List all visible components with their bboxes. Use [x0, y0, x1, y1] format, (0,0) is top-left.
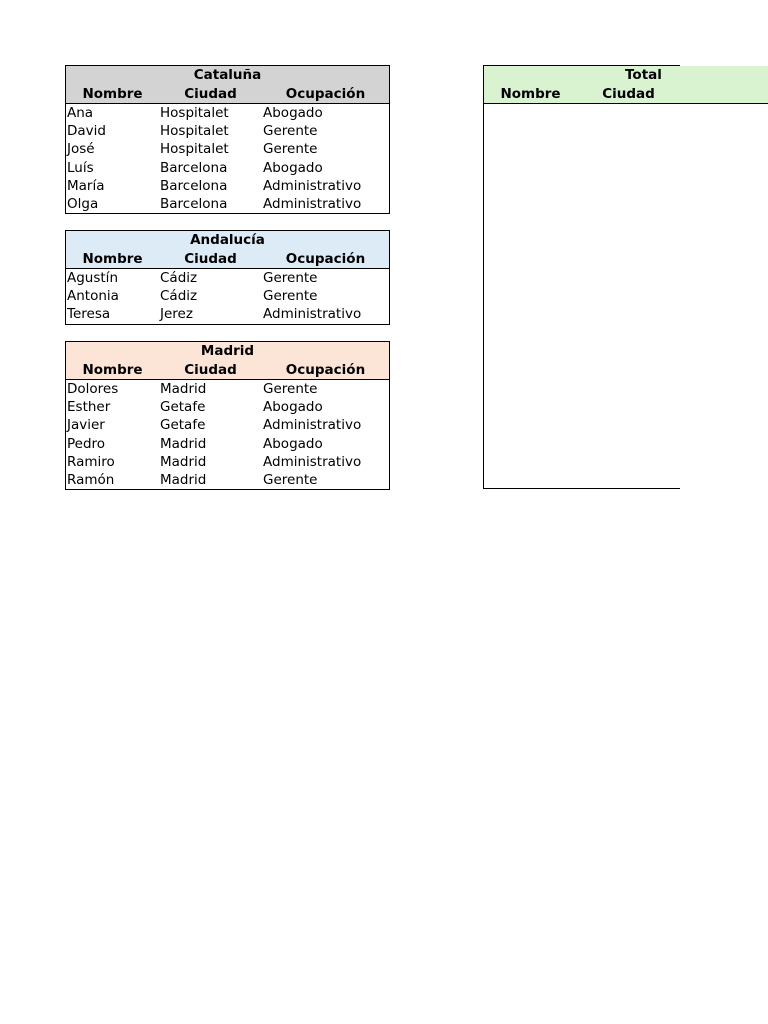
cell-ciudad[interactable]: Barcelona — [160, 195, 228, 212]
cell-nombre[interactable]: Antonia — [67, 288, 119, 305]
madrid-rows — [66, 380, 389, 489]
column-header-ciudad[interactable]: Ciudad — [184, 86, 237, 102]
table-row — [66, 140, 389, 158]
column-header-ciudad[interactable]: Ciudad — [184, 251, 237, 267]
cell-ocupacion[interactable]: Administrativo — [263, 417, 362, 434]
cell-ciudad[interactable]: Hospitalet — [160, 105, 229, 121]
cell-ciudad[interactable]: Hospitalet — [160, 123, 229, 140]
column-header-ocupacion[interactable]: Ocupación — [285, 251, 366, 267]
cell-ocupacion[interactable]: Abogado — [263, 399, 323, 416]
table-row — [66, 177, 389, 195]
cell-ocupacion[interactable]: Abogado — [263, 159, 323, 176]
cell-ciudad[interactable]: Madrid — [160, 435, 207, 452]
table-cataluna — [65, 65, 390, 214]
cell-ocupacion[interactable]: Gerente — [263, 381, 318, 397]
madrid-column-headers — [66, 361, 389, 379]
cell-nombre[interactable]: María — [67, 177, 105, 194]
andalucia-rows — [66, 269, 389, 324]
table-row — [66, 435, 389, 453]
cell-nombre[interactable]: Dolores — [67, 381, 119, 397]
cataluna-title[interactable]: Cataluña — [193, 67, 262, 83]
cell-ocupacion[interactable]: Abogado — [263, 105, 323, 121]
table-row — [66, 380, 389, 398]
cell-ciudad[interactable]: Getafe — [160, 417, 206, 434]
column-header-nombre[interactable]: Nombre — [82, 362, 143, 378]
table-row — [66, 305, 389, 323]
cataluna-rows — [66, 104, 389, 213]
cataluna-header — [66, 66, 389, 104]
cell-ciudad[interactable]: Madrid — [160, 381, 207, 397]
table-row — [66, 287, 389, 305]
table-total — [483, 65, 680, 489]
column-header-ocupacion[interactable]: Ocupación — [285, 86, 366, 102]
cell-nombre[interactable]: Esther — [67, 399, 111, 416]
total-header — [484, 66, 768, 104]
table-row — [66, 416, 389, 434]
column-header-nombre[interactable]: Nombre — [82, 251, 143, 267]
cell-nombre[interactable]: David — [67, 123, 106, 140]
column-header-ciudad[interactable]: Ciudad — [184, 362, 237, 378]
cell-nombre[interactable]: Teresa — [67, 306, 111, 323]
cell-nombre[interactable]: Ramón — [67, 471, 115, 488]
cell-ciudad[interactable]: Cádiz — [160, 270, 198, 286]
andalucia-title[interactable]: Andalucía — [190, 232, 265, 248]
cell-ocupacion[interactable]: Administrativo — [263, 453, 362, 470]
cell-ocupacion[interactable]: Gerente — [263, 288, 318, 305]
table-row — [66, 471, 389, 489]
cell-ciudad[interactable]: Madrid — [160, 453, 207, 470]
cell-ciudad[interactable]: Barcelona — [160, 159, 228, 176]
cell-ciudad[interactable]: Hospitalet — [160, 141, 229, 158]
cell-nombre[interactable]: José — [67, 141, 95, 158]
andalucia-column-headers — [66, 250, 389, 268]
total-title[interactable]: Total — [625, 67, 662, 83]
table-row — [66, 195, 389, 213]
cell-nombre[interactable]: Luís — [67, 159, 94, 176]
column-header-ocupacion[interactable]: Ocupación — [285, 362, 366, 378]
cell-ocupacion[interactable]: Administrativo — [263, 195, 362, 212]
cell-nombre[interactable]: Olga — [67, 195, 99, 212]
total-column-headers — [484, 85, 768, 103]
table-madrid — [65, 341, 390, 490]
cell-nombre[interactable]: Agustín — [67, 270, 118, 286]
cell-ocupacion[interactable]: Gerente — [263, 141, 318, 158]
table-andalucia — [65, 230, 390, 325]
column-header-nombre[interactable]: Nombre — [82, 86, 143, 102]
table-row — [66, 104, 389, 122]
table-row — [66, 398, 389, 416]
cell-ciudad[interactable]: Cádiz — [160, 288, 198, 305]
cell-nombre[interactable]: Javier — [67, 417, 105, 434]
cell-ocupacion[interactable]: Administrativo — [263, 306, 362, 323]
table-row — [66, 122, 389, 140]
andalucia-header — [66, 231, 389, 269]
cell-nombre[interactable]: Ramiro — [67, 453, 115, 470]
madrid-title[interactable]: Madrid — [200, 343, 255, 359]
table-row — [66, 159, 389, 177]
cell-nombre[interactable]: Ana — [67, 105, 94, 121]
cell-ciudad[interactable]: Madrid — [160, 471, 207, 488]
cell-ciudad[interactable]: Jerez — [160, 306, 193, 323]
cell-nombre[interactable]: Pedro — [67, 435, 106, 452]
cell-ocupacion[interactable]: Administrativo — [263, 177, 362, 194]
table-row — [66, 453, 389, 471]
cell-ocupacion[interactable]: Gerente — [263, 123, 318, 140]
cell-ciudad[interactable]: Barcelona — [160, 177, 228, 194]
cell-ciudad[interactable]: Getafe — [160, 399, 206, 416]
madrid-header — [66, 342, 389, 380]
cell-ocupacion[interactable]: Gerente — [263, 270, 318, 286]
column-header-ciudad[interactable]: Ciudad — [602, 86, 655, 102]
column-header-nombre[interactable]: Nombre — [500, 86, 561, 102]
cell-ocupacion[interactable]: Gerente — [263, 471, 318, 488]
table-row — [66, 269, 389, 287]
cell-ocupacion[interactable]: Abogado — [263, 435, 323, 452]
cataluna-column-headers — [66, 85, 389, 103]
